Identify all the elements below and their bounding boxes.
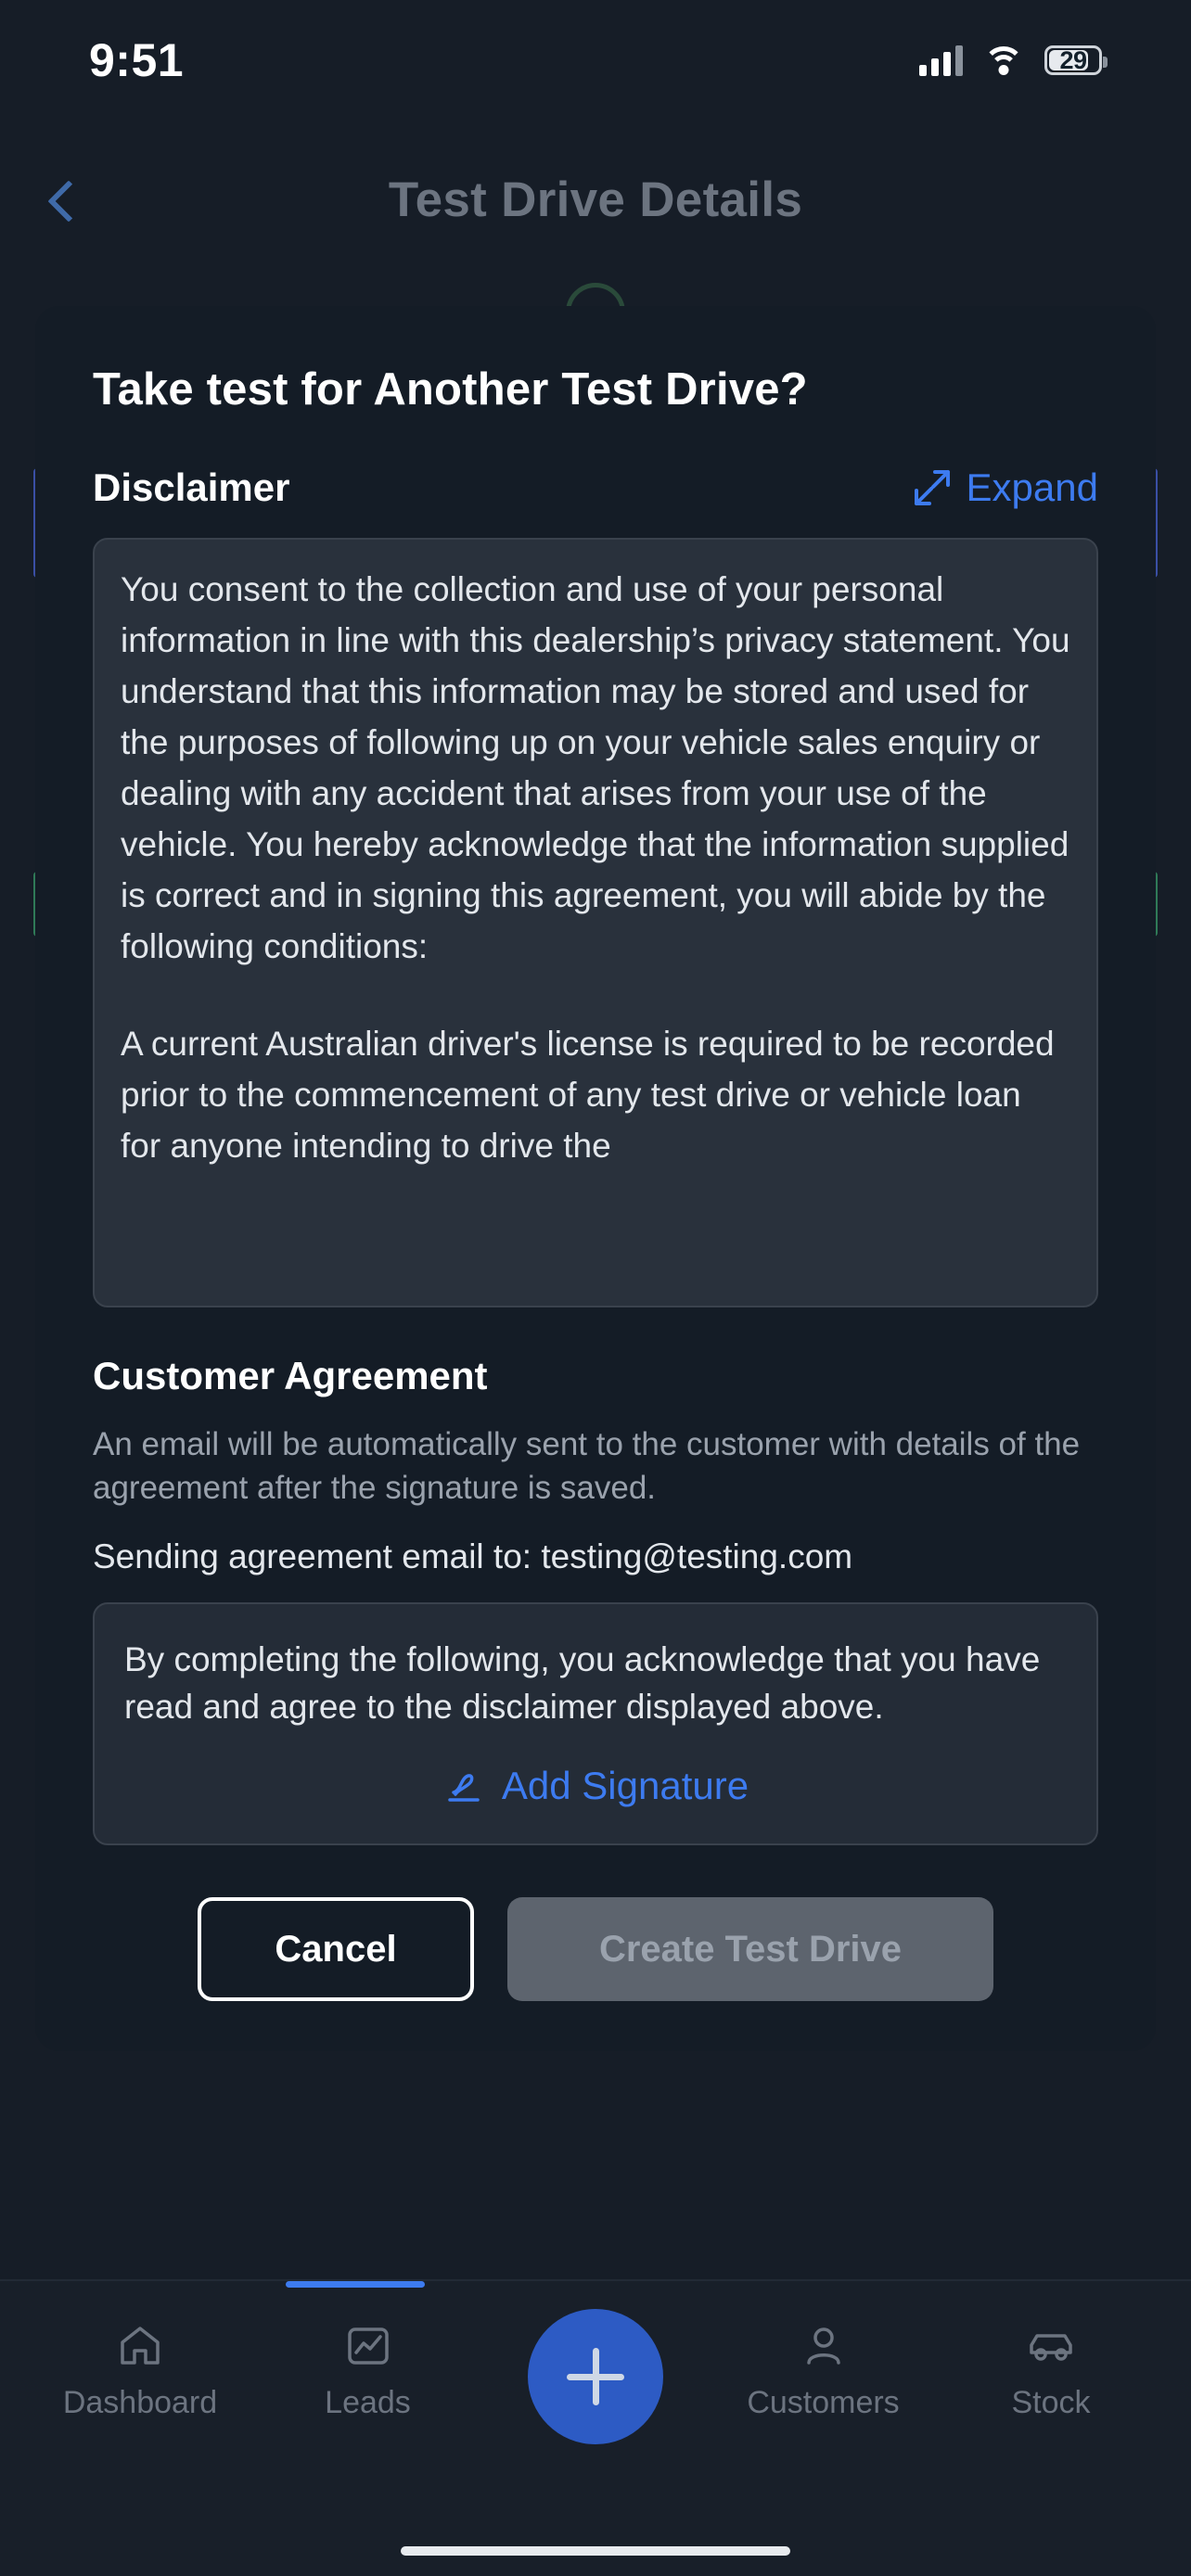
chart-line-icon [343,2320,393,2372]
tab-label: Leads [325,2385,411,2420]
status-time: 9:51 [89,34,185,86]
tab-label: Dashboard [62,2385,218,2420]
disclaimer-paragraph: A current Australian driver's license is required to be recorded prior to the commencement of any test drive or vehicle loan for anyone intending to drive the [121,1025,1055,1165]
page-header [0,148,1191,250]
tab-label: Stock [1011,2385,1091,2420]
tab-customers[interactable] [717,2320,930,2421]
bottom-tab-bar [0,2279,1191,2576]
car-icon [1024,2320,1078,2372]
signature-icon [442,1765,485,1807]
tab-label: Customers [747,2385,900,2420]
home-icon [115,2320,165,2372]
home-indicator [401,2546,790,2556]
add-signature-button[interactable] [124,1764,1067,1808]
tab-leads[interactable] [262,2320,475,2421]
expand-label: Expand [966,465,1098,509]
active-tab-indicator [286,2281,425,2288]
add-button[interactable] [528,2309,663,2444]
disclaimer-header [93,465,1098,510]
status-indicators [919,45,1102,76]
agreement-email-line: Sending agreement email to: testing@testing.com [93,1537,853,1575]
chevron-left-icon[interactable] [45,181,82,218]
battery-level: 29 [1059,45,1087,74]
page-title: Test Drive Details [388,172,803,227]
test-drive-modal [35,306,1156,2051]
expand-button[interactable] [913,465,1098,510]
status-bar [0,0,1191,121]
cellular-signal-icon [919,45,963,76]
plus-icon [593,2348,599,2405]
wifi-icon [983,45,1024,76]
battery-icon [1044,45,1102,75]
disclaimer-paragraph: You consent to the collection and use of your personal information in line with this dealership’s privacy statement. You understand that this information may be stored and used for the purposes of following up on your vehicle sales enquiry or dealing with any accident that arises from your use of the vehicle. You hereby acknowledge that the information supplied is correct and in signing this agreement, you will abide by the following conditions: [121,570,1070,965]
disclaimer-textbox[interactable] [93,538,1098,1307]
tab-stock[interactable] [944,2320,1158,2421]
cancel-button[interactable]: Cancel [198,1897,474,2001]
customer-agreement-note: An email will be automatically sent to the customer with details of the agreement after the signature is saved. [93,1426,1081,1506]
person-icon [799,2320,849,2372]
signature-panel [93,1602,1098,1845]
create-test-drive-button[interactable]: Create Test Drive [507,1897,993,2001]
disclaimer-label: Disclaimer [93,465,290,509]
modal-actions [93,1897,1098,2001]
expand-arrows-icon [913,468,952,507]
customer-agreement-label: Customer Agreement [93,1354,488,1397]
modal-title: Take test for Another Test Drive? [93,364,808,414]
tab-dashboard[interactable] [33,2320,247,2421]
signature-consent-text: By completing the following, you acknowledge that you have read and agree to the disclaimer displayed above. [124,1640,1041,1726]
add-signature-label: Add Signature [501,1764,749,1807]
